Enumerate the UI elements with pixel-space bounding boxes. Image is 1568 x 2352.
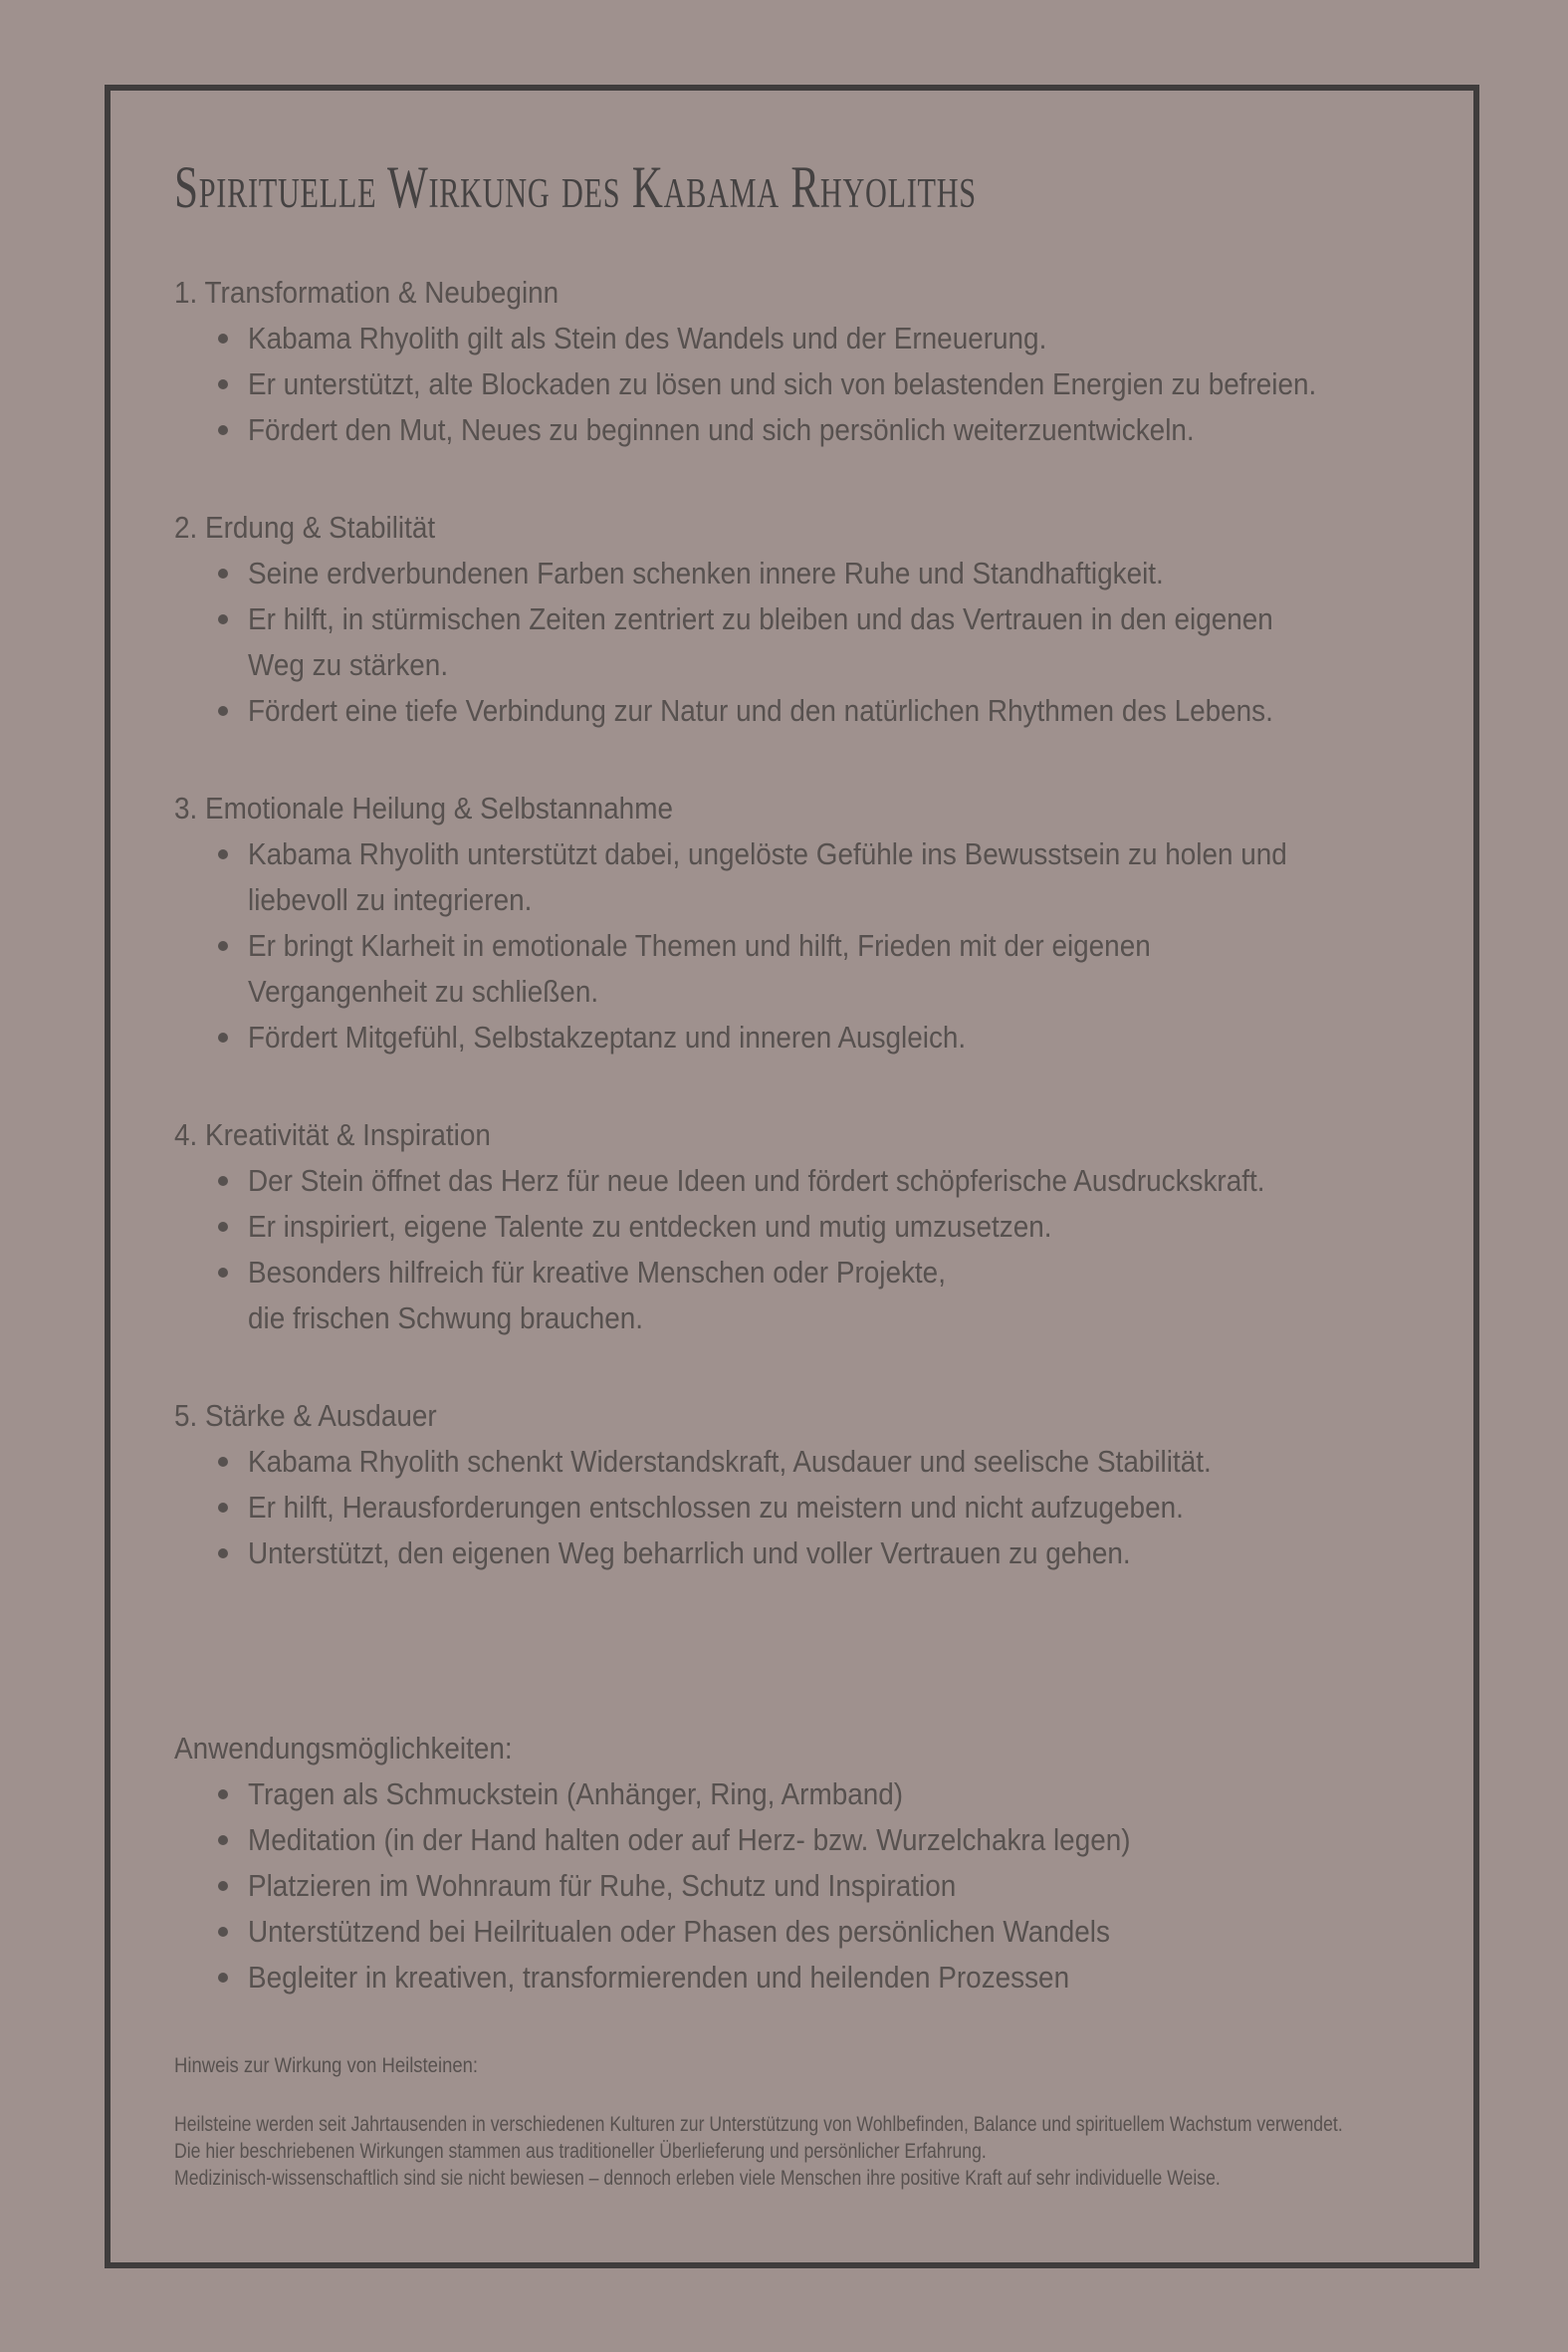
section-heading: 4. Kreativität & Inspiration (174, 1117, 491, 1152)
list-item (218, 688, 1418, 734)
footer-line: Heilsteine werden seit Jahrtausenden in verschiedenen Kulturen zur Unterstützung von Wohlbefinden, Balance und spirituellem Wachstum verwendet. (174, 2113, 1343, 2136)
list-item (218, 1909, 1418, 1955)
footer-line: Die hier beschriebenen Wirkungen stammen aus traditioneller Überlieferung und persönlicher Erfahrung. (174, 2140, 987, 2163)
bullet-icon (218, 1015, 248, 1060)
bullet-line: Er unterstützt, alte Blockaden zu lösen und sich von belastenden Energien zu befreien. (248, 366, 1317, 401)
list-item (218, 1250, 1418, 1341)
bullet-lines (248, 1909, 1418, 1955)
bullet-list (218, 1771, 1418, 2000)
list-item (218, 1771, 1418, 1817)
bullet-line: Fördert eine tiefe Verbindung zur Natur und den natürlichen Rhythmen des Lebens. (248, 693, 1273, 728)
list-item (218, 1485, 1418, 1530)
bullet-line: Fördert den Mut, Neues zu beginnen und sich persönlich weiterzuentwickeln. (248, 412, 1195, 447)
bullet-icon (218, 1530, 248, 1576)
list-item (218, 831, 1418, 923)
footer-heading: Hinweis zur Wirkung von Heilsteinen: (174, 2054, 479, 2077)
bullet-line: Besonders hilfreich für kreative Menschen oder Projekte, (248, 1255, 946, 1290)
section-heading: 2. Erdung & Stabilität (174, 510, 436, 545)
bullet-icon (218, 1909, 248, 1955)
bullet-lines (248, 1158, 1418, 1204)
list-item (218, 596, 1418, 688)
section-heading: 3. Emotionale Heilung & Selbstannahme (174, 791, 673, 825)
bullet-line: Er bringt Klarheit in emotionale Themen und hilft, Frieden mit der eigenen (248, 928, 1151, 963)
bullet-line: Vergangenheit zu schließen. (248, 974, 599, 1009)
bullet-lines (248, 1771, 1418, 1817)
bullet-line: Unterstützt, den eigenen Weg beharrlich und voller Vertrauen zu gehen. (248, 1535, 1131, 1570)
bullet-icon (218, 1250, 248, 1341)
section (174, 1726, 1418, 2000)
bullet-lines (248, 407, 1418, 453)
bullet-lines (248, 1955, 1418, 2000)
bullet-icon (218, 1485, 248, 1530)
section (174, 505, 1418, 734)
bullet-line: Er hilft, Herausforderungen entschlossen zu meistern und nicht aufzugeben. (248, 1490, 1184, 1525)
bullet-line: Meditation (in der Hand halten oder auf Herz- bzw. Wurzelchakra legen) (248, 1822, 1131, 1857)
bullet-list (218, 1439, 1418, 1576)
list-item (218, 923, 1418, 1015)
bullet-lines (248, 1204, 1418, 1250)
bullet-line: Kabama Rhyolith gilt als Stein des Wandels und der Erneuerung. (248, 321, 1047, 355)
section (174, 786, 1418, 1060)
bullet-icon (218, 688, 248, 734)
section-heading: Anwendungsmöglichkeiten: (174, 1731, 513, 1765)
bullet-line: Er hilft, in stürmischen Zeiten zentriert zu bleiben und das Vertrauen in den eigenen (248, 601, 1273, 636)
bullet-lines (248, 1250, 1418, 1341)
bullet-list (218, 316, 1418, 453)
bullet-lines (248, 596, 1418, 688)
page-title: Spirituelle Wirkung des Kabama Rhyoliths (174, 154, 977, 220)
bullet-lines (248, 688, 1418, 734)
bullet-lines (248, 316, 1418, 361)
list-item (218, 1015, 1418, 1060)
list-item (218, 1158, 1418, 1204)
decorative-border-frame (105, 85, 1479, 2268)
bullet-icon (218, 923, 248, 1015)
list-item (218, 407, 1418, 453)
bullet-line: Begleiter in kreativen, transformierenden und heilenden Prozessen (248, 1960, 1070, 1995)
bullet-icon (218, 1771, 248, 1817)
bullet-list (218, 1158, 1418, 1341)
list-item (218, 1439, 1418, 1485)
sections (174, 270, 1418, 2000)
bullet-line: Kabama Rhyolith schenkt Widerstandskraft, Ausdauer und seelische Stabilität. (248, 1444, 1212, 1479)
bullet-icon (218, 831, 248, 923)
document-content (111, 91, 1473, 2192)
bullet-line: Unterstützend bei Heilritualen oder Phasen des persönlichen Wandels (248, 1914, 1110, 1949)
section (174, 1393, 1418, 1576)
footer-line: Medizinisch-wissenschaftlich sind sie nicht bewiesen – dennoch erleben viele Menschen ihre positive Kraft auf sehr individuelle Weise. (174, 2167, 1221, 2190)
section-heading: 5. Stärke & Ausdauer (174, 1398, 437, 1433)
bullet-lines (248, 1439, 1418, 1485)
bullet-lines (248, 1863, 1418, 1909)
list-item (218, 1863, 1418, 1909)
bullet-line: liebevoll zu integrieren. (248, 882, 533, 917)
bullet-icon (218, 551, 248, 596)
bullet-lines (248, 361, 1418, 407)
bullet-line: Er inspiriert, eigene Talente zu entdecken und mutig umzusetzen. (248, 1209, 1052, 1244)
bullet-lines (248, 1817, 1418, 1863)
bullet-line: Der Stein öffnet das Herz für neue Ideen und fördert schöpferische Ausdruckskraft. (248, 1163, 1265, 1198)
bullet-icon (218, 361, 248, 407)
bullet-icon (218, 1439, 248, 1485)
footer-note (174, 2052, 1418, 2192)
bullet-icon (218, 1204, 248, 1250)
section (174, 1112, 1418, 1341)
list-item (218, 1955, 1418, 2000)
list-item (218, 1530, 1418, 1576)
section (174, 270, 1418, 453)
bullet-lines (248, 831, 1418, 923)
list-item (218, 316, 1418, 361)
bullet-lines (248, 551, 1418, 596)
bullet-line: Tragen als Schmuckstein (Anhänger, Ring, Armband) (248, 1776, 904, 1811)
list-item (218, 1204, 1418, 1250)
bullet-icon (218, 407, 248, 453)
list-item (218, 361, 1418, 407)
bullet-icon (218, 1863, 248, 1909)
bullet-list (218, 831, 1418, 1060)
bullet-lines (248, 1530, 1418, 1576)
list-item (218, 1817, 1418, 1863)
bullet-line: Kabama Rhyolith unterstützt dabei, ungelöste Gefühle ins Bewusstsein zu holen und (248, 836, 1287, 871)
bullet-line: Seine erdverbundenen Farben schenken innere Ruhe und Standhaftigkeit. (248, 556, 1164, 590)
bullet-icon (218, 1955, 248, 2000)
bullet-icon (218, 1158, 248, 1204)
bullet-icon (218, 1817, 248, 1863)
footer-lines (174, 2111, 1418, 2192)
bullet-lines (248, 1015, 1418, 1060)
bullet-lines (248, 923, 1418, 1015)
bullet-icon (218, 316, 248, 361)
bullet-line: die frischen Schwung brauchen. (248, 1300, 644, 1335)
bullet-line: Platzieren im Wohnraum für Ruhe, Schutz und Inspiration (248, 1868, 957, 1903)
bullet-line: Weg zu stärken. (248, 647, 449, 682)
bullet-line: Fördert Mitgefühl, Selbstakzeptanz und inneren Ausgleich. (248, 1020, 967, 1055)
bullet-list (218, 551, 1418, 734)
bullet-lines (248, 1485, 1418, 1530)
bullet-icon (218, 596, 248, 688)
section-heading: 1. Transformation & Neubeginn (174, 275, 560, 310)
list-item (218, 551, 1418, 596)
